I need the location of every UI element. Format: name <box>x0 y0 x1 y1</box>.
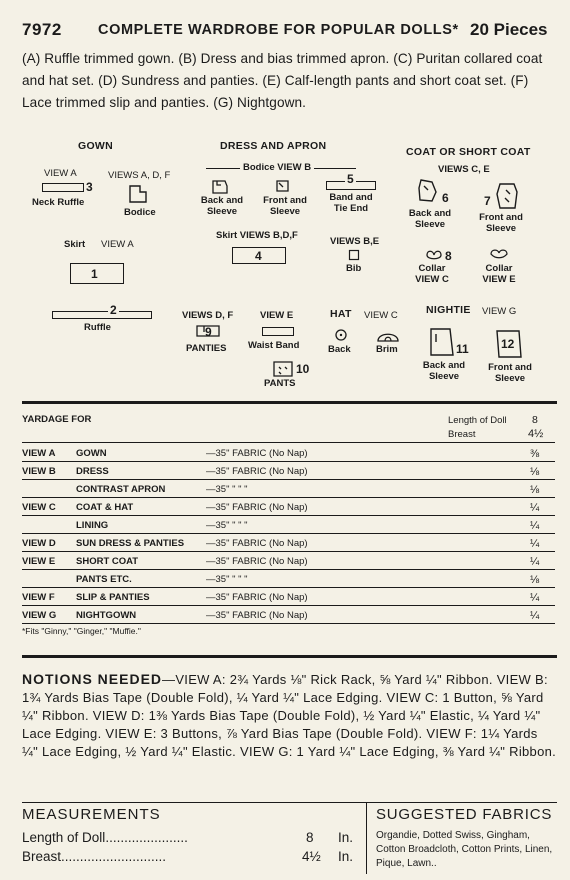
collar-c-label: Collar VIEW C <box>415 263 449 285</box>
piece-count: 20 Pieces <box>470 20 548 39</box>
yardage-amount-cell: ¼ <box>530 592 540 604</box>
yardage-fabric-cell: —35" " " " <box>206 574 248 585</box>
coat-title: COAT OR SHORT COAT <box>406 146 531 158</box>
table-row <box>22 570 555 588</box>
table-row <box>22 588 555 606</box>
measurement-length-value: 8 <box>306 830 314 845</box>
gown-view-a-label: VIEW A <box>44 168 77 179</box>
yardage-view-cell: VIEW F <box>22 592 55 603</box>
piece-5-number: 5 <box>347 172 354 186</box>
divider-top-yardage <box>22 401 557 404</box>
panties-views-label: VIEWS D, F <box>182 310 234 321</box>
hat-brim-label: Brim <box>376 344 398 355</box>
table-row <box>22 498 555 516</box>
yardage-fabric-cell: —35" FABRIC (No Nap) <box>206 592 308 603</box>
yardage-name-cell: COAT & HAT <box>76 502 134 513</box>
band-tie-label: Band and Tie End <box>329 192 373 214</box>
neck-ruffle-piece <box>42 183 84 192</box>
waistband-piece <box>262 327 294 336</box>
table-row <box>22 552 555 570</box>
hat-title: HAT <box>330 308 352 320</box>
page-title: COMPLETE WARDROBE FOR POPULAR DOLLS* <box>98 22 459 38</box>
yardage-amount-cell: ¼ <box>530 520 540 532</box>
ruffle-piece <box>52 311 152 319</box>
yardage-fabric-cell: —35" FABRIC (No Nap) <box>206 502 308 513</box>
yardage-fabric-cell: —35" FABRIC (No Nap) <box>206 466 308 477</box>
piece-8-number: 8 <box>445 249 452 263</box>
hat-back-icon <box>334 328 348 342</box>
yardage-amount-cell: ⅜ <box>530 448 540 460</box>
yardage-fabric-cell: —35" FABRIC (No Nap) <box>206 556 308 567</box>
yardage-name-cell: SLIP & PANTIES <box>76 592 150 603</box>
yardage-view-cell: VIEW E <box>22 556 56 567</box>
coat-back-sleeve-label: Back and Sleeve <box>408 208 452 230</box>
yardage-fabric-cell: —35" " " " <box>206 520 248 531</box>
collar-e-label: Collar VIEW E <box>482 263 516 285</box>
yardage-name-cell: DRESS <box>76 466 109 477</box>
bib-icon <box>348 249 360 261</box>
yardage-amount-cell: ¼ <box>530 610 540 622</box>
bodice-icon <box>128 184 148 204</box>
yardage-name-cell: SHORT COAT <box>76 556 139 567</box>
dress-front-sleeve-label: Front and Sleeve <box>263 195 307 217</box>
ruffle-label: Ruffle <box>84 322 111 333</box>
piece-10-number: 10 <box>296 362 310 376</box>
collar-e-icon <box>488 248 510 260</box>
hat-brim-icon <box>376 330 400 342</box>
piece-9-number: 9 <box>205 325 212 339</box>
table-row <box>22 444 555 462</box>
hat-back-label: Back <box>328 344 351 355</box>
yardage-name-cell: CONTRAST APRON <box>76 484 166 495</box>
dress-title: DRESS AND APRON <box>220 140 327 152</box>
piece-11-number: 11 <box>456 342 469 356</box>
pattern-description: (A) Ruffle trimmed gown. (B) Dress and bias trimmed apron. (C) Puritan collared coat and hat set. (D) Sundress and panties. (E) Calf-length pants and short coat set. (F) Lace trimmed slip and panties. (G) Nightgown. <box>22 51 543 110</box>
divider-measurements <box>22 802 557 803</box>
piece-12-number: 12 <box>501 337 515 351</box>
pants-label: PANTS <box>264 378 296 389</box>
piece-6-number: 6 <box>442 191 449 205</box>
yardage-view-cell: VIEW G <box>22 610 57 621</box>
yardage-view-cell: VIEW D <box>22 538 56 549</box>
piece-1-number: 1 <box>91 267 98 281</box>
skirt-piece <box>70 263 124 284</box>
gown-title: GOWN <box>78 140 114 152</box>
yardage-breast-value: 4½ <box>528 428 544 440</box>
yardage-amount-cell: ¼ <box>530 556 540 568</box>
pants-icon <box>272 360 294 378</box>
dress-front-bodice-icon <box>274 178 292 194</box>
yardage-amount-cell: ¼ <box>530 538 540 550</box>
measurement-breast-dots: ............................ <box>61 849 167 864</box>
yardage-title: YARDAGE FOR <box>22 414 92 425</box>
divider-notions <box>22 655 557 658</box>
yardage-amount-cell: ⅛ <box>530 484 540 496</box>
coat-front-sleeve-label: Front and Sleeve <box>479 212 523 234</box>
piece-3-number: 3 <box>86 180 93 194</box>
nightie-back-sleeve-label: Back and Sleeve <box>422 360 466 382</box>
notions-heading: NOTIONS NEEDED <box>22 671 163 687</box>
fabrics-text: Organdie, Dotted Swiss, Gingham, Cotton Broadcloth, Cotton Prints, Linen, Pique, Lawn.. <box>376 830 553 869</box>
yardage-name-cell: NIGHTGOWN <box>76 610 137 621</box>
waistband-label: Waist Band <box>248 340 300 351</box>
nightie-back-icon <box>428 326 456 358</box>
coat-back-icon <box>416 178 440 204</box>
divider-vertical <box>366 802 367 874</box>
yardage-fabric-cell: —35" " " " <box>206 484 248 495</box>
yardage-footnote: *Fits "Ginny," "Ginger," "Muffie." <box>22 626 141 636</box>
yardage-amount-cell: ⅛ <box>530 574 540 586</box>
hat-view-label: VIEW C <box>364 310 398 321</box>
piece-4-number: 4 <box>255 249 262 263</box>
dress-back-sleeve-label: Back and Sleeve <box>200 195 244 217</box>
yardage-name-cell: GOWN <box>76 448 107 459</box>
piece-7-number: 7 <box>484 194 491 208</box>
yardage-view-cell: VIEW C <box>22 502 56 513</box>
yardage-breast-label: Breast <box>448 429 476 440</box>
nightie-view-label: VIEW G <box>482 306 517 317</box>
neck-ruffle-label: Neck Ruffle <box>32 197 85 208</box>
measurement-length-label: Length of Doll <box>22 830 106 845</box>
dress-bodice-view-label: Bodice VIEW B <box>240 162 314 173</box>
fabrics-title: SUGGESTED FABRICS <box>376 806 553 823</box>
yardage-fabric-cell: —35" FABRIC (No Nap) <box>206 448 308 459</box>
coat-front-icon <box>494 182 520 210</box>
measurement-breast-unit: In. <box>338 849 354 864</box>
notions-body: —VIEW A: 2¾ Yards ⅛" Rick Rack, ⅝ Yard ¼" Ribbon. VIEW B: 1¾ Yards Bias Tape (Double Fold), ¼ Yard ¼" Lace Edging. VIEW C: 1 Button, ⅝ Yard ¼" Ribbon. VIEW D: 1⅜ Yards Bias Tape (Double Fold), ½ Yard ¼" Elastic, ¼ Yard ¼" Lace Edging. VIEW E: 3 Buttons, ⅞ Yard Bias Tape (Double Fold). VIEW F: 1¼ Yards ¼" Lace Edging, ½ Yard ¼" Elastic. VIEW G: 1 Yard ¼" Lace Edging, ⅜ Yard ¼" Ribbon. <box>22 672 557 759</box>
table-row <box>22 606 555 624</box>
collar-c-icon <box>424 248 444 262</box>
measurement-breast-label: Breast <box>22 849 62 864</box>
nightie-title: NIGHTIE <box>426 304 471 316</box>
dress-back-bodice-icon <box>210 178 230 196</box>
yardage-view-cell: VIEW B <box>22 466 56 477</box>
notions-text <box>22 670 557 761</box>
gown-views-adf-label: VIEWS A, D, F <box>108 170 171 181</box>
pattern-number: 7972 <box>22 20 62 39</box>
dress-skirt-label: Skirt VIEWS B,D,F <box>216 230 298 241</box>
table-row <box>22 462 555 480</box>
yardage-amount-cell: ¼ <box>530 502 540 514</box>
bib-views-label: VIEWS B,E <box>330 236 380 247</box>
table-row <box>22 534 555 552</box>
yardage-name-cell: SUN DRESS & PANTIES <box>76 538 185 549</box>
measurement-breast-value: 4½ <box>302 849 321 864</box>
skirt-view-label: VIEW A <box>101 239 134 250</box>
table-row <box>22 480 555 498</box>
yardage-view-cell: VIEW A <box>22 448 56 459</box>
measurement-length <box>22 830 188 845</box>
table-row <box>22 516 555 534</box>
waistband-view-label: VIEW E <box>260 310 294 321</box>
yardage-fabric-cell: —35" FABRIC (No Nap) <box>206 610 308 621</box>
yardage-header-rule <box>22 442 555 443</box>
dress-skirt-piece <box>232 247 286 264</box>
yardage-length-value: 8 <box>532 414 538 426</box>
measurement-length-dots: ...................... <box>105 830 188 845</box>
yardage-fabric-cell: —35" FABRIC (No Nap) <box>206 538 308 549</box>
skirt-label: Skirt <box>64 239 86 250</box>
coat-views-label: VIEWS C, E <box>438 164 490 175</box>
yardage-name-cell: PANTS ETC. <box>76 574 132 585</box>
measurement-length-unit: In. <box>338 830 354 845</box>
yardage-length-label: Length of Doll <box>448 415 507 426</box>
nightie-front-sleeve-label: Front and Sleeve <box>488 362 532 384</box>
bib-label: Bib <box>346 263 362 274</box>
yardage-amount-cell: ⅛ <box>530 466 540 478</box>
measurements-title: MEASUREMENTS <box>22 806 161 823</box>
measurement-breast <box>22 849 166 864</box>
bodice-label: Bodice <box>124 207 156 218</box>
yardage-name-cell: LINING <box>76 520 109 531</box>
panties-label: PANTIES <box>186 343 227 354</box>
piece-2-number: 2 <box>110 303 117 317</box>
